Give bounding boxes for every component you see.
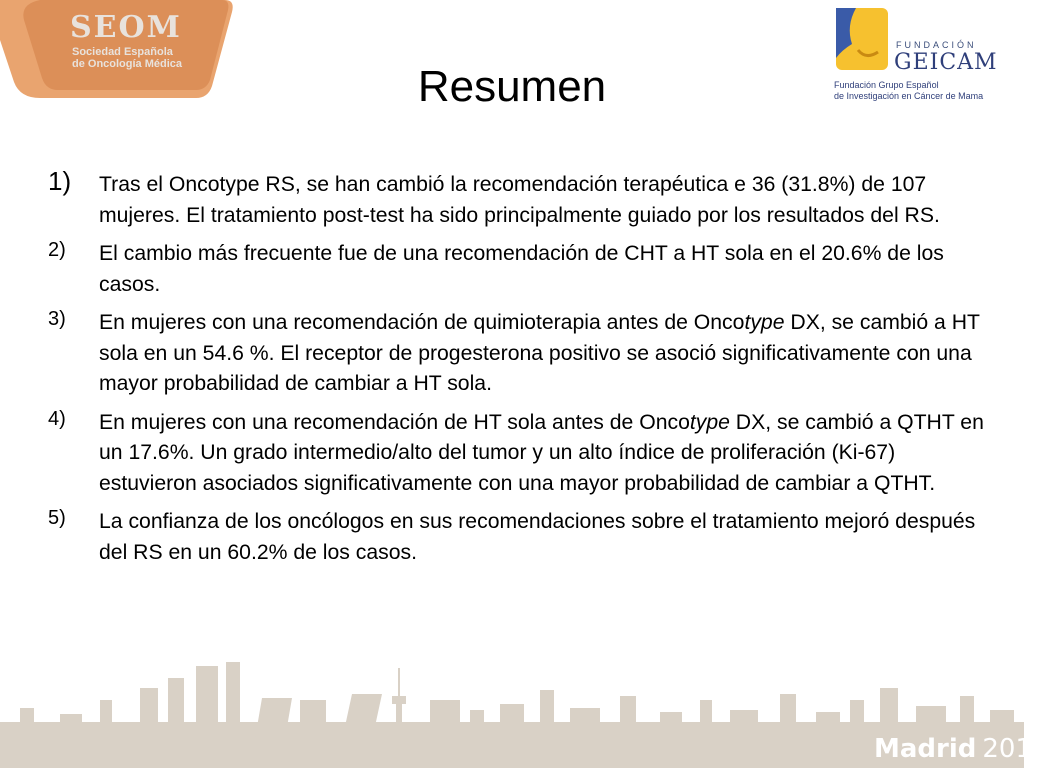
item-text-part: DX, se cambió a HT sola en un 54.6 %. El receptor de progesterona positivo se asoció significativamente con una mayor probabilidad de cambiar a HT sola. (99, 311, 980, 395)
item-text: Tras el Oncotype RS, se han cambió la recomendación terapéutica e 36 (31.8%) de 107 mujeres. El tratamiento post-test ha sido principalmente guiado por los resultados del RS. (99, 173, 940, 227)
item-text-italic: type (744, 311, 785, 334)
geicam-fundacion: FUNDACIÓN (896, 40, 977, 50)
item-text-part: DX, se cambió a QTHT en un 17.6%. Un grado intermedio/alto del tumor y un alto índice de proliferación (Ki-67) estuvieron asociados significativamente con una mayor probabilidad de cambiar a QTHT. (99, 410, 984, 495)
madrid-2010-label (874, 734, 1049, 764)
seom-subtitle-line2: de Oncología Médica (72, 58, 183, 70)
summary-list (44, 166, 994, 576)
list-item (44, 408, 994, 500)
list-item (44, 239, 994, 300)
item-text: La confianza de los oncólogos en sus recomendaciones sobre el tratamiento mejoró después del RS en un 60.2% de los casos. (99, 510, 976, 564)
seom-subtitle-line1: Sociedad Española (72, 46, 173, 58)
item-number: 2) (48, 239, 66, 261)
madrid-city: Madrid (874, 734, 977, 764)
geicam-description-line2: de Investigación en Cáncer de Mama (834, 91, 984, 101)
list-item (44, 507, 994, 568)
item-text-part: En mujeres con una recomendación de HT sola antes de Onco (99, 410, 690, 434)
item-text (99, 408, 994, 500)
item-number: 5) (48, 507, 66, 529)
item-text-italic: type (689, 410, 730, 434)
item-text: El cambio más frecuente fue de una recomendación de CHT a HT sola en el 20.6% de los casos. (99, 242, 944, 296)
geicam-description-line1: Fundación Grupo Español (834, 80, 939, 90)
item-number: 1) (48, 166, 72, 196)
madrid-skyline (0, 660, 1024, 768)
item-text (99, 308, 994, 400)
item-number: 4) (48, 407, 66, 430)
item-text-part: En mujeres con una recomendación de quimioterapia antes de Onco (99, 311, 745, 334)
madrid-year: 2010 (982, 734, 1049, 764)
geicam-name: GEICAM (894, 50, 998, 75)
item-number: 3) (48, 308, 66, 330)
list-item (44, 166, 994, 231)
seom-name: SEOM (70, 10, 182, 45)
slide-title: Resumen (417, 62, 607, 111)
list-item (44, 308, 994, 400)
